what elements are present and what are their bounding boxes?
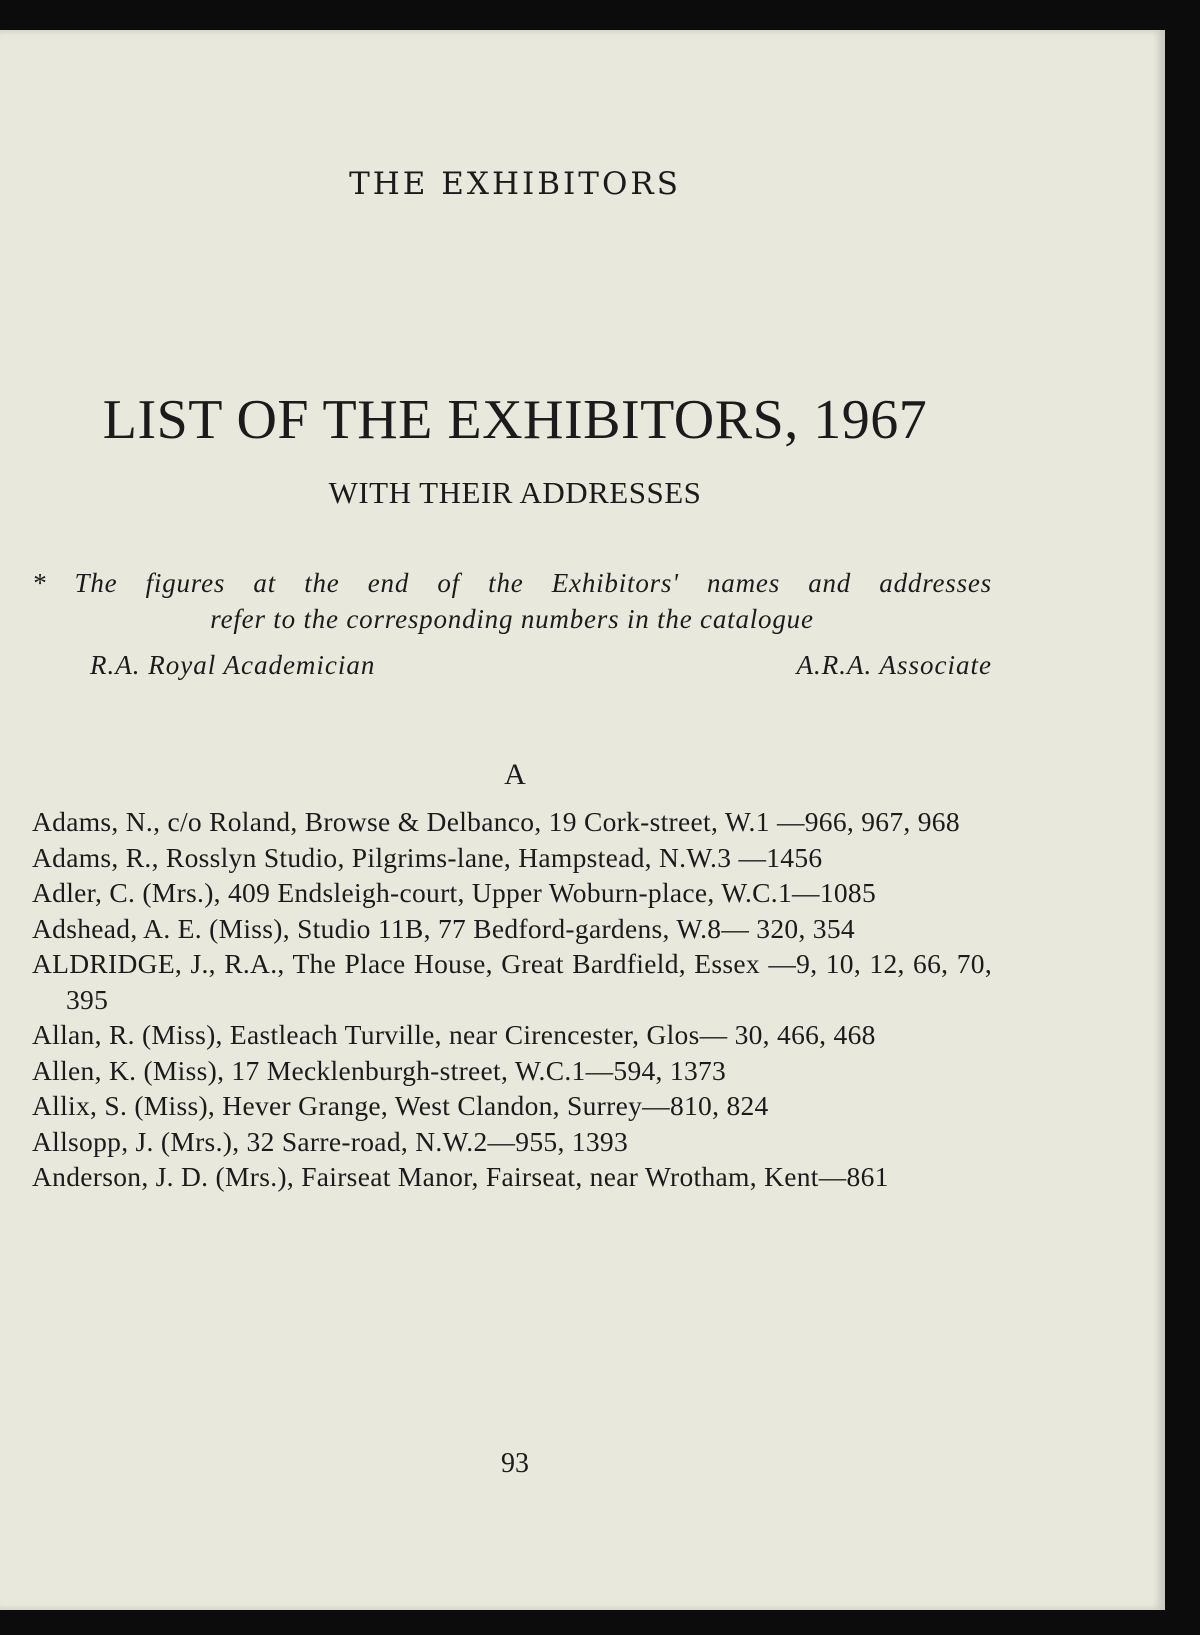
- book-page: [0, 30, 1165, 1610]
- exhibitor-entry: Allsopp, J. (Mrs.), 32 Sarre-road, N.W.2—955, 1393: [32, 1125, 629, 1157]
- exhibitor-entry: Allix, S. (Miss), Hever Grange, West Clandon, Surrey—810, 824: [32, 1090, 769, 1121]
- abbreviations: [90, 650, 992, 681]
- abbrev-ra: R.A. Royal Academician: [90, 650, 376, 680]
- page-title: LIST OF THE EXHIBITORS, 1967: [102, 389, 928, 451]
- note-line-1: * The figures at the end of the Exhibitors' names and addresses: [32, 568, 992, 598]
- exhibitor-entry: Anderson, J. D. (Mrs.), Fairseat Manor, Fairseat, near Wrotham, Kent—861: [32, 1161, 889, 1192]
- abbrev-ara: A.R.A. Associate: [796, 650, 992, 680]
- exhibitor-entry: Allen, K. (Miss), 17 Mecklenburgh-street, W.C.1—594, 1373: [32, 1054, 727, 1086]
- catalogue-note: [32, 565, 992, 637]
- exhibitor-entry: Adams, R., Rosslyn Studio, Pilgrims-lane, Hampstead, N.W.3 —1456: [32, 841, 823, 873]
- exhibitor-entry: ALDRIDGE, J., R.A., The Place House, Great Bardfield, Essex —9, 10, 12, 66, 70, 395: [32, 948, 992, 1015]
- exhibitor-entry: Adams, N., c/o Roland, Browse & Delbanco, 19 Cork-street, W.1 —966, 967, 968: [32, 806, 960, 837]
- exhibitor-entry: Adshead, A. E. (Miss), Studio 11B, 77 Bedford-gardens, W.8— 320, 354: [32, 912, 855, 944]
- page-number: 93: [501, 1448, 529, 1479]
- running-head: THE EXHIBITORS: [349, 166, 681, 202]
- page-subtitle: WITH THEIR ADDRESSES: [328, 475, 702, 510]
- exhibitor-entry: Allan, R. (Miss), Eastleach Turville, near Cirencester, Glos— 30, 466, 468: [32, 1019, 876, 1050]
- exhibitor-list: [32, 804, 992, 1195]
- note-line-2: refer to the corresponding numbers in the catalogue: [210, 604, 814, 634]
- exhibitor-entry: Adler, C. (Mrs.), 409 Endsleigh-court, Upper Woburn-place, W.C.1—1085: [32, 877, 877, 908]
- section-letter: A: [504, 758, 526, 791]
